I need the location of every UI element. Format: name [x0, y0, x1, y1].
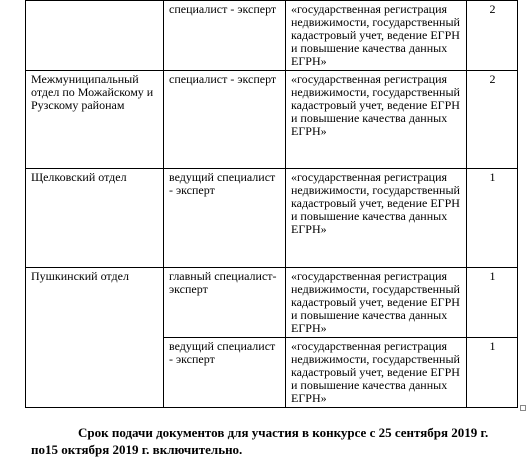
count-cell: 2: [467, 71, 518, 169]
table-row: [26, 169, 518, 268]
position-cell: специалист - эксперт: [164, 1, 286, 71]
duties-cell: «государственная регистрация недвижимости, государственный кадастровый учет, ведение ЕГРН и повышение качества данных ЕГРН»: [286, 1, 467, 71]
position-cell: специалист - эксперт: [164, 71, 286, 169]
duties-cell: «государственная регистрация недвижимости, государственный кадастровый учет, ведение ЕГРН и повышение качества данных ЕГРН»: [286, 169, 467, 268]
count-cell: 1: [467, 338, 518, 408]
application-deadline: [0, 424, 531, 458]
department-cell: Пушкинский отдел: [26, 268, 164, 408]
table-row: [26, 71, 518, 169]
deadline-line-2: по15 октября 2019 г. включительно.: [31, 442, 243, 457]
table-row: [26, 268, 518, 338]
position-cell: ведущий специалист - эксперт: [164, 169, 286, 268]
table-resize-handle[interactable]: [520, 405, 526, 411]
department-cell: [26, 1, 164, 71]
vacancies-table: [25, 0, 518, 408]
position-cell: ведущий специалист - эксперт: [164, 338, 286, 408]
position-cell: главный специалист-эксперт: [164, 268, 286, 338]
count-cell: 1: [467, 169, 518, 268]
duties-cell: «государственная регистрация недвижимости, государственный кадастровый учет, ведение ЕГРН и повышение качества данных ЕГРН»: [286, 338, 467, 408]
duties-cell: «государственная регистрация недвижимости, государственный кадастровый учет, ведение ЕГРН и повышение качества данных ЕГРН»: [286, 268, 467, 338]
duties-cell: «государственная регистрация недвижимости, государственный кадастровый учет, ведение ЕГРН и повышение качества данных ЕГРН»: [286, 71, 467, 169]
count-cell: 1: [467, 268, 518, 338]
count-cell: 2: [467, 1, 518, 71]
table-row: [26, 1, 518, 71]
department-cell: Щелковский отдел: [26, 169, 164, 268]
department-cell: Межмуниципальный отдел по Можайскому и Рузскому районам: [26, 71, 164, 169]
deadline-line-1: Срок подачи документов для участия в конкурсе с 25 сентября 2019 г.: [78, 425, 489, 440]
